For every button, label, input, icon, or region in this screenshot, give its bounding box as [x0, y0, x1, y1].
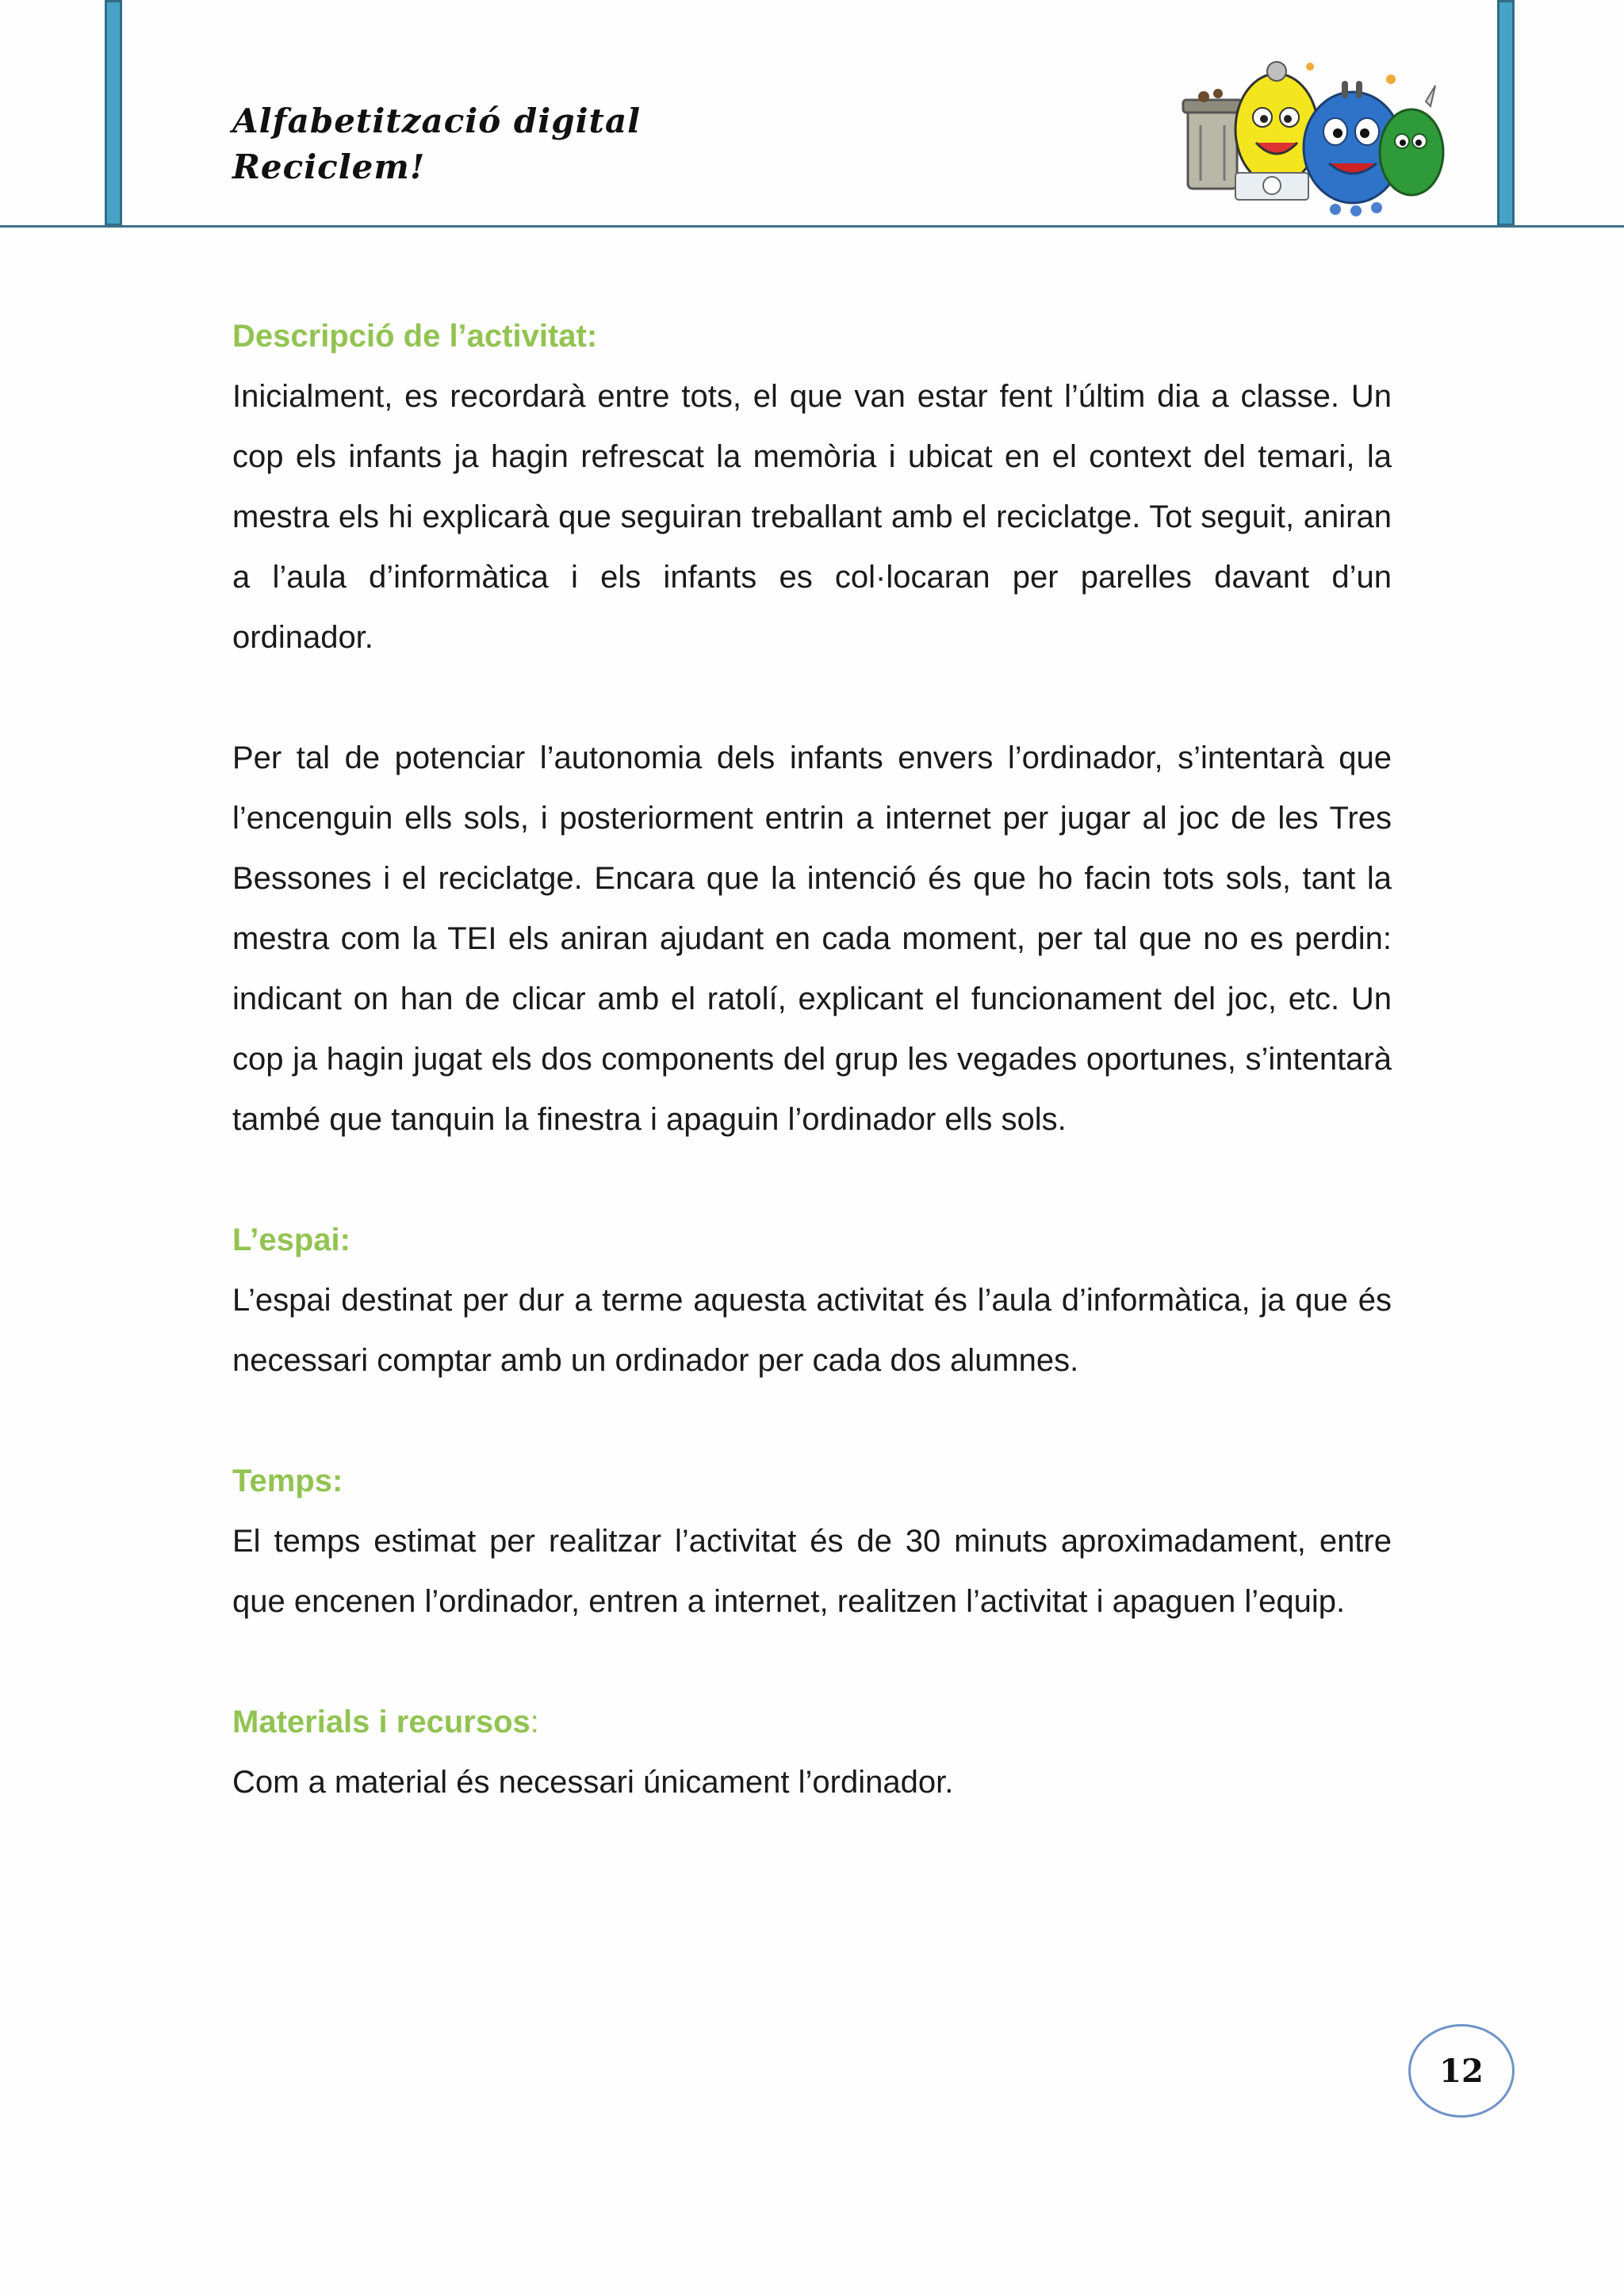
paragraph-materials: Com a material és necessari únicament l’ordinador. — [232, 1765, 954, 1800]
page-number: 12 — [1408, 2024, 1515, 2118]
paragraph-description-2: Per tal de potenciar l’autonomia dels infants envers l’ordinador, s’intentarà que l’encenguin ells sols, i posteriorment entrin a internet per jugar al joc de les Tres Bessones i el reciclatge. Encara que la intenció és que ho facin tots sols, tant la mestra com la TEI els aniran ajudant en cada moment, per tal que no es perdin: indicant on han de clicar amb el ratolí, explicant el funcionament del joc, etc. Un cop ja hagin jugat els dos components del grup les vegades oportunes, s’intentarà també que tanquin la finestra i apaguin l’ordinador ells sols. — [232, 740, 1392, 1137]
spacer — [232, 1632, 1392, 1692]
header-right-bar — [1497, 0, 1515, 226]
page-content — [232, 306, 1392, 1812]
header-title-line2: Reciclem! — [232, 147, 426, 186]
section-heading-materials-text: Materials i recursos — [232, 1705, 530, 1739]
paragraph-description-1: Inicialment, es recordarà entre tots, el que van estar fent l’últim dia a classe. Un cop els infants ja hagin refrescat la memòria i ubicat en el context del temari, la mestra els hi explicarà que seguiran treballant amb el reciclatge. Tot seguit, aniran a l’aula d’informàtica i els infants es col·locaran per parelles davant d’un ordinador. — [232, 379, 1392, 655]
section-heading-materials — [232, 1692, 1392, 1752]
header-left-bar — [105, 0, 122, 226]
section-heading-time: Temps: — [232, 1464, 343, 1498]
spacer — [232, 1391, 1392, 1451]
header-rule — [0, 225, 1624, 228]
section-heading-description: Descripció de l’activitat: — [232, 319, 598, 354]
spacer — [232, 668, 1392, 728]
paragraph-space: L’espai destinat per dur a terme aquesta activitat és l’aula d’informàtica, ja que és necessari comptar amb un ordinador per cada dos alumnes. — [232, 1283, 1392, 1378]
recycling-bins-characters-icon — [1177, 54, 1446, 220]
header-title-line1: Alfabetització digital — [232, 101, 642, 140]
paragraph-time: El temps estimat per realitzar l’activitat és de 30 minuts aproximadament, entre que encenen l’ordinador, entren a internet, realitzen l’activitat i apaguen l’equip. — [232, 1524, 1392, 1619]
section-heading-materials-colon: : — [530, 1705, 539, 1739]
page-header — [0, 0, 1624, 228]
header-title — [232, 98, 641, 190]
spacer — [232, 1150, 1392, 1210]
section-heading-space: L’espai: — [232, 1223, 350, 1257]
